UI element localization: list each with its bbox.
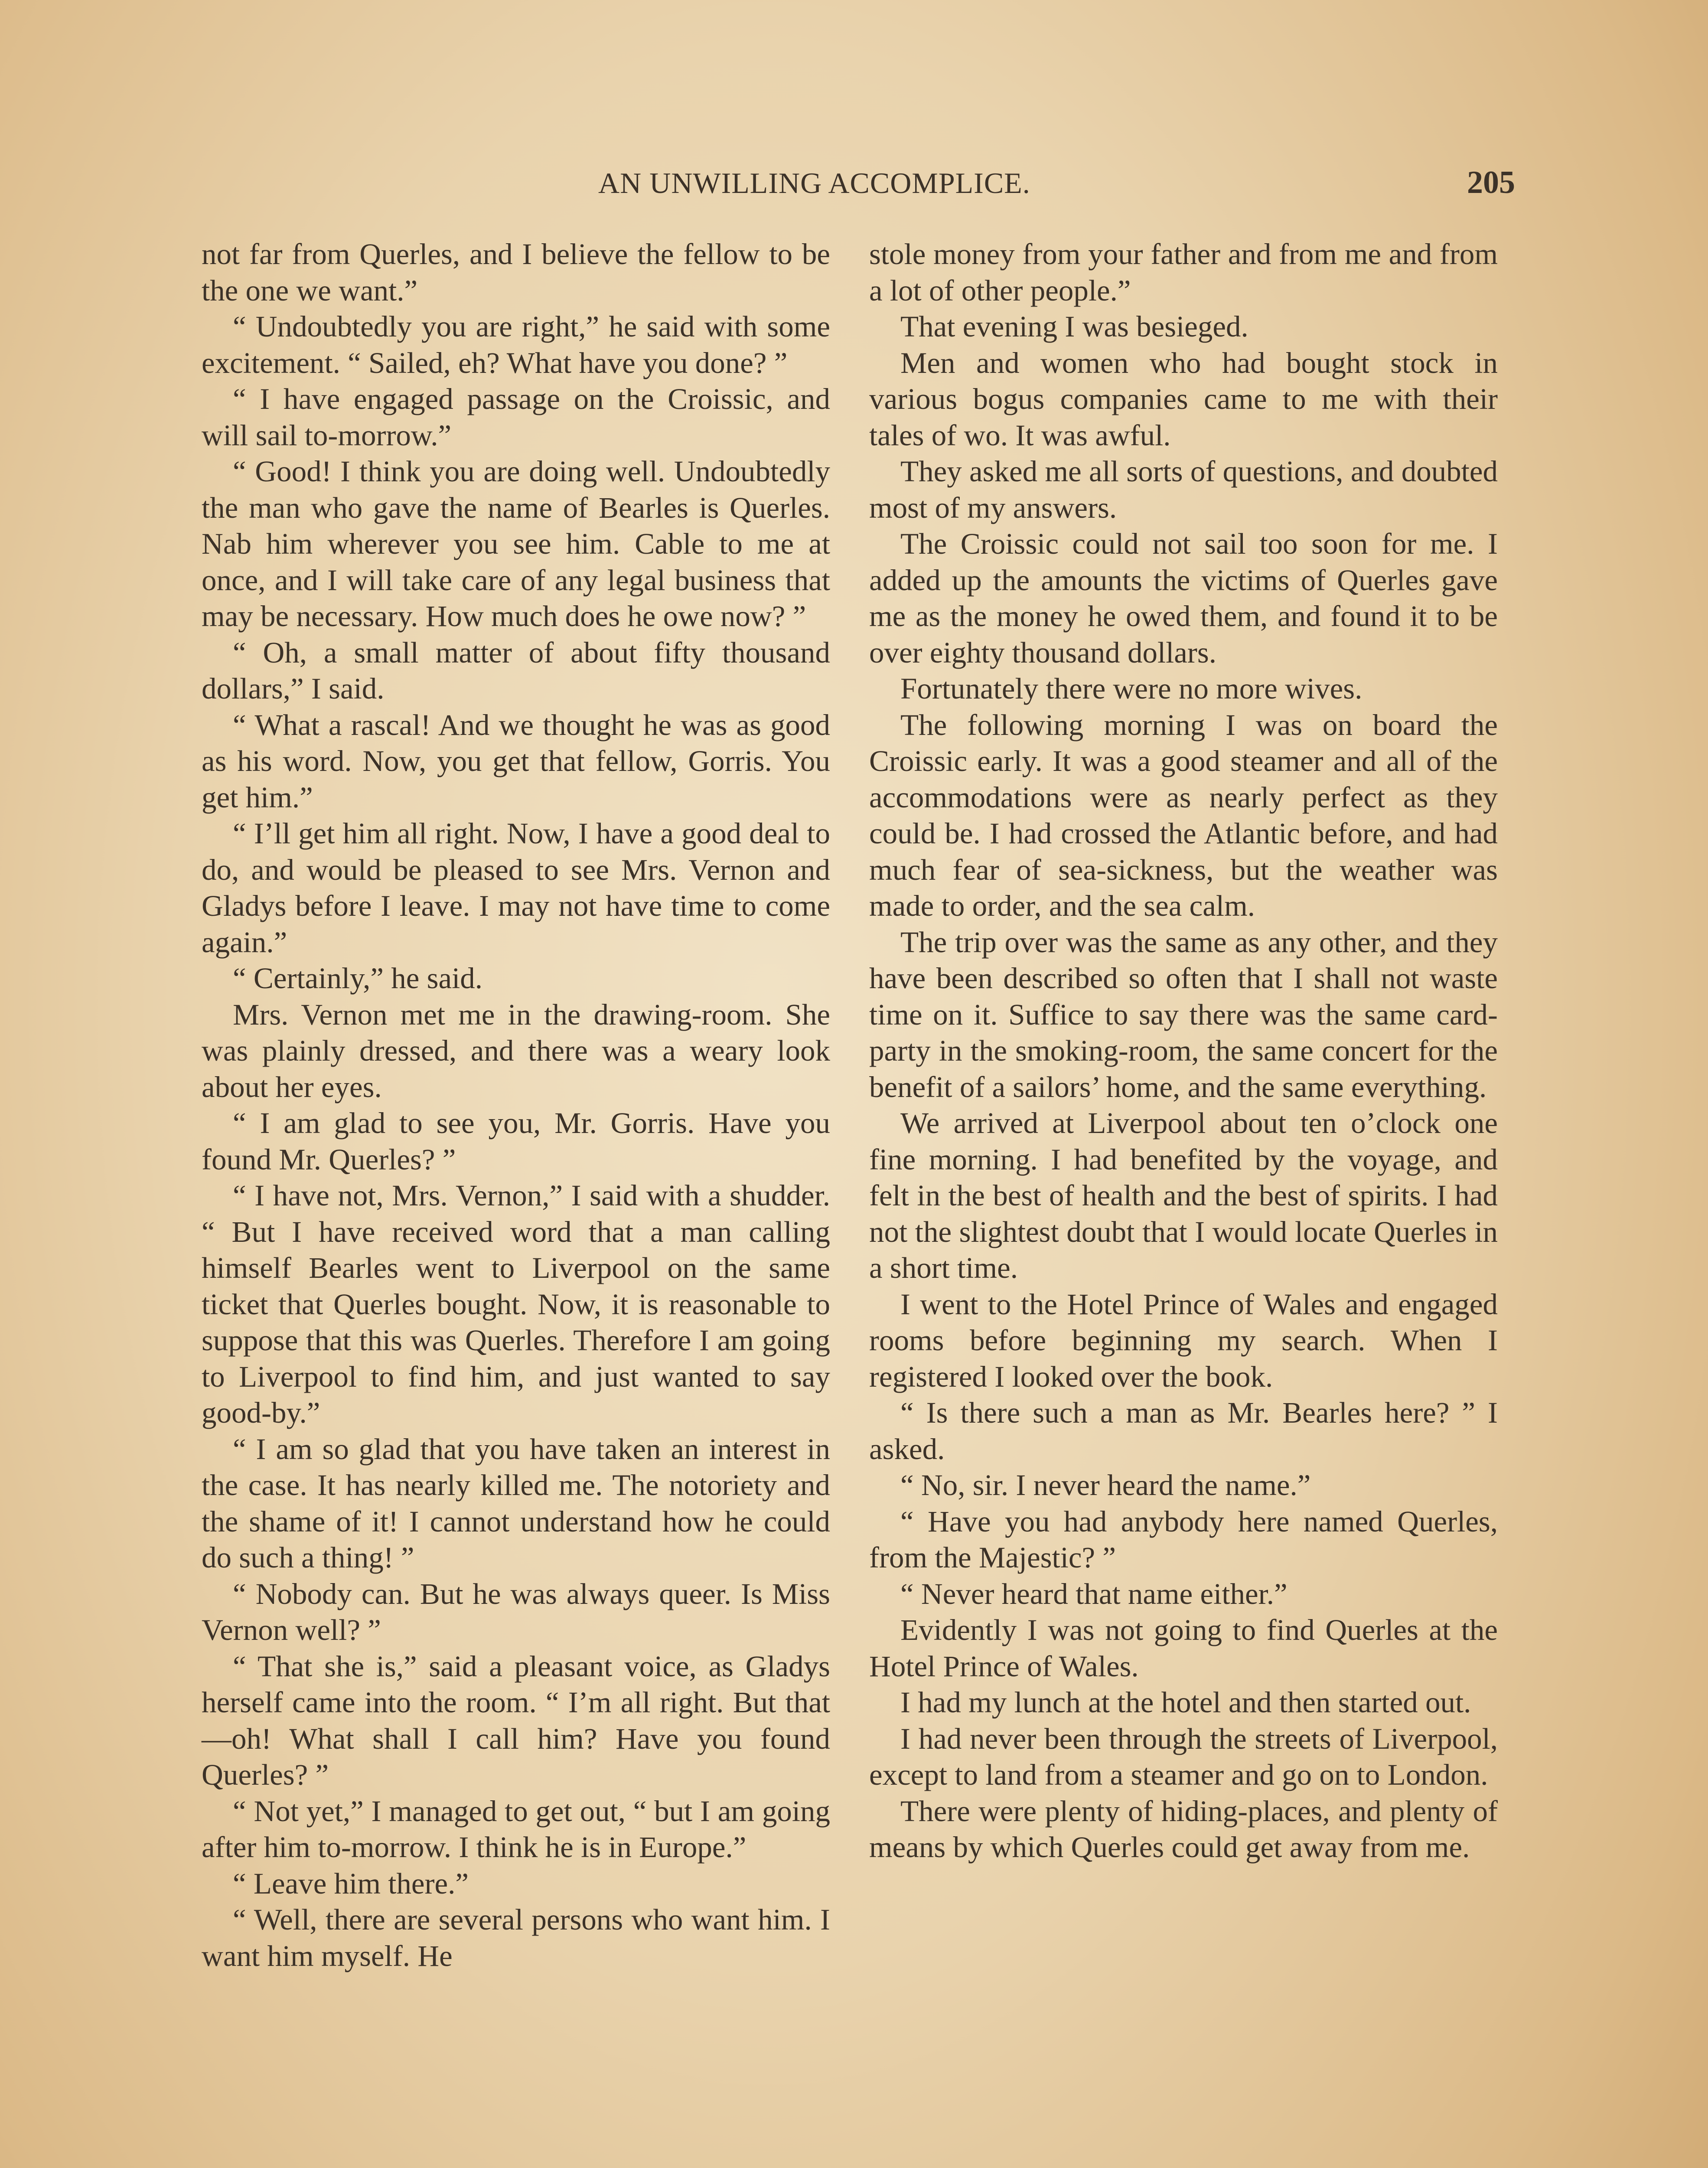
- paragraph: “ Good! I think you are doing well. Undoubtedly the man who gave the name of Bearles is Querles. Nab him wherever you see him. Cable to me at once, and I will take care of any legal business that may be necessary. How much does he owe now? ”: [202, 455, 830, 633]
- paragraph: Evidently I was not going to find Querles at the Hotel Prince of Wales.: [869, 1613, 1498, 1683]
- paragraph: There were plenty of hiding-places, and plenty of means by which Querles could get away from me.: [869, 1794, 1498, 1864]
- left-text-column: [202, 236, 830, 1974]
- paragraph: “ No, sir. I never heard the name.”: [900, 1469, 1311, 1502]
- paragraph: “ That she is,” said a pleasant voice, as Gladys herself came into the room. “ I’m all right. But that—oh! What shall I call him? Have you found Querles? ”: [202, 1649, 830, 1791]
- paragraph: “ What a rascal! And we thought he was as good as his word. Now, you get that fellow, Gorris. You get him.”: [202, 708, 830, 814]
- paragraph: The Croissic could not sail too soon for me. I added up the amounts the victims of Querles gave me as the money he owed them, and found it to be over eighty thousand dollars.: [869, 527, 1498, 669]
- paragraph: I had my lunch at the hotel and then started out.: [900, 1686, 1471, 1719]
- paragraph: The trip over was the same as any other, and they have been described so often that I shall not waste time on it. Suffice to say there was the same card-party in the smoking-room, the same concert for the benefit of a sailors’ home, and the same everything.: [869, 925, 1498, 1104]
- paragraph: “ Not yet,” I managed to get out, “ but I am going after him to-morrow. I think he is in Europe.”: [202, 1794, 830, 1864]
- paragraph: “ Never heard that name either.”: [900, 1577, 1288, 1610]
- paragraph: “ I’ll get him all right. Now, I have a good deal to do, and would be pleased to see Mrs. Vernon and Gladys before I leave. I may not have time to come again.”: [202, 817, 830, 959]
- running-header: [598, 165, 1515, 216]
- paragraph: not far from Querles, and I believe the fellow to be the one we want.”: [202, 238, 830, 307]
- paragraph: The following morning I was on board the Croissic early. It was a good steamer and all of the accommodations were as nearly perfect as they could be. I had crossed the Atlantic before, and had much fear of sea-sickness, but the weather was made to order, and the sea calm.: [869, 708, 1498, 922]
- paragraph: “ Certainly,” he said.: [233, 962, 483, 995]
- paragraph: I went to the Hotel Prince of Wales and engaged rooms before beginning my search. When I registered I looked over the book.: [869, 1287, 1498, 1393]
- paragraph: That evening I was besieged.: [900, 310, 1248, 343]
- paragraph: “ I have engaged passage on the Croissic, and will sail to-morrow.”: [202, 382, 830, 452]
- paragraph: “ Well, there are several persons who want him. I want him myself. He: [202, 1903, 830, 1972]
- paragraph: “ I am so glad that you have taken an interest in the case. It has nearly killed me. The notoriety and the shame of it! I cannot understand how he could do such a thing! ”: [202, 1432, 830, 1574]
- paragraph: We arrived at Liverpool about ten o’clock one fine morning. I had benefited by the voyage, and felt in the best of health and the best of spirits. I had not the slightest doubt that I would locate Querles in a short time.: [869, 1107, 1498, 1284]
- paragraph: “ Oh, a small matter of about fifty thousand dollars,” I said.: [202, 636, 830, 705]
- paragraph: “ Undoubtedly you are right,” he said with some excitement. “ Sailed, eh? What have you done? ”: [202, 310, 830, 379]
- paragraph: “ Nobody can. But he was always queer. Is Miss Vernon well? ”: [202, 1577, 830, 1646]
- right-text-column: [869, 236, 1498, 1866]
- paragraph: I had never been through the streets of Liverpool, except to land from a steamer and go on to London.: [869, 1722, 1498, 1791]
- paragraph: Mrs. Vernon met me in the drawing-room. She was plainly dressed, and there was a weary look about her eyes.: [202, 998, 830, 1104]
- paragraph: They asked me all sorts of questions, and doubted most of my answers.: [869, 455, 1498, 524]
- paragraph: Fortunately there were no more wives.: [900, 672, 1362, 705]
- paragraph: “ Is there such a man as Mr. Bearles here? ” I asked.: [869, 1396, 1498, 1466]
- paragraph: “ Leave him there.”: [233, 1867, 469, 1900]
- running-title: AN UNWILLING ACCOMPLICE.: [598, 167, 1030, 199]
- paragraph: “ Have you had anybody here named Querles, from the Majestic? ”: [869, 1505, 1498, 1574]
- paragraph: Men and women who had bought stock in various bogus companies came to me with their tales of wo. It was awful.: [869, 346, 1498, 452]
- page-number: 205: [1467, 165, 1515, 200]
- paragraph: “ I have not, Mrs. Vernon,” I said with a shudder. “ But I have received word that a man calling himself Bearles went to Liverpool on the same ticket that Querles bought. Now, it is reasonable to suppose that this was Querles. Therefore I am going to Liverpool to find him, and just wanted to say good-by.”: [202, 1179, 830, 1429]
- paragraph: stole money from your father and from me and from a lot of other people.”: [869, 238, 1498, 307]
- paragraph: “ I am glad to see you, Mr. Gorris. Have you found Mr. Querles? ”: [202, 1107, 830, 1176]
